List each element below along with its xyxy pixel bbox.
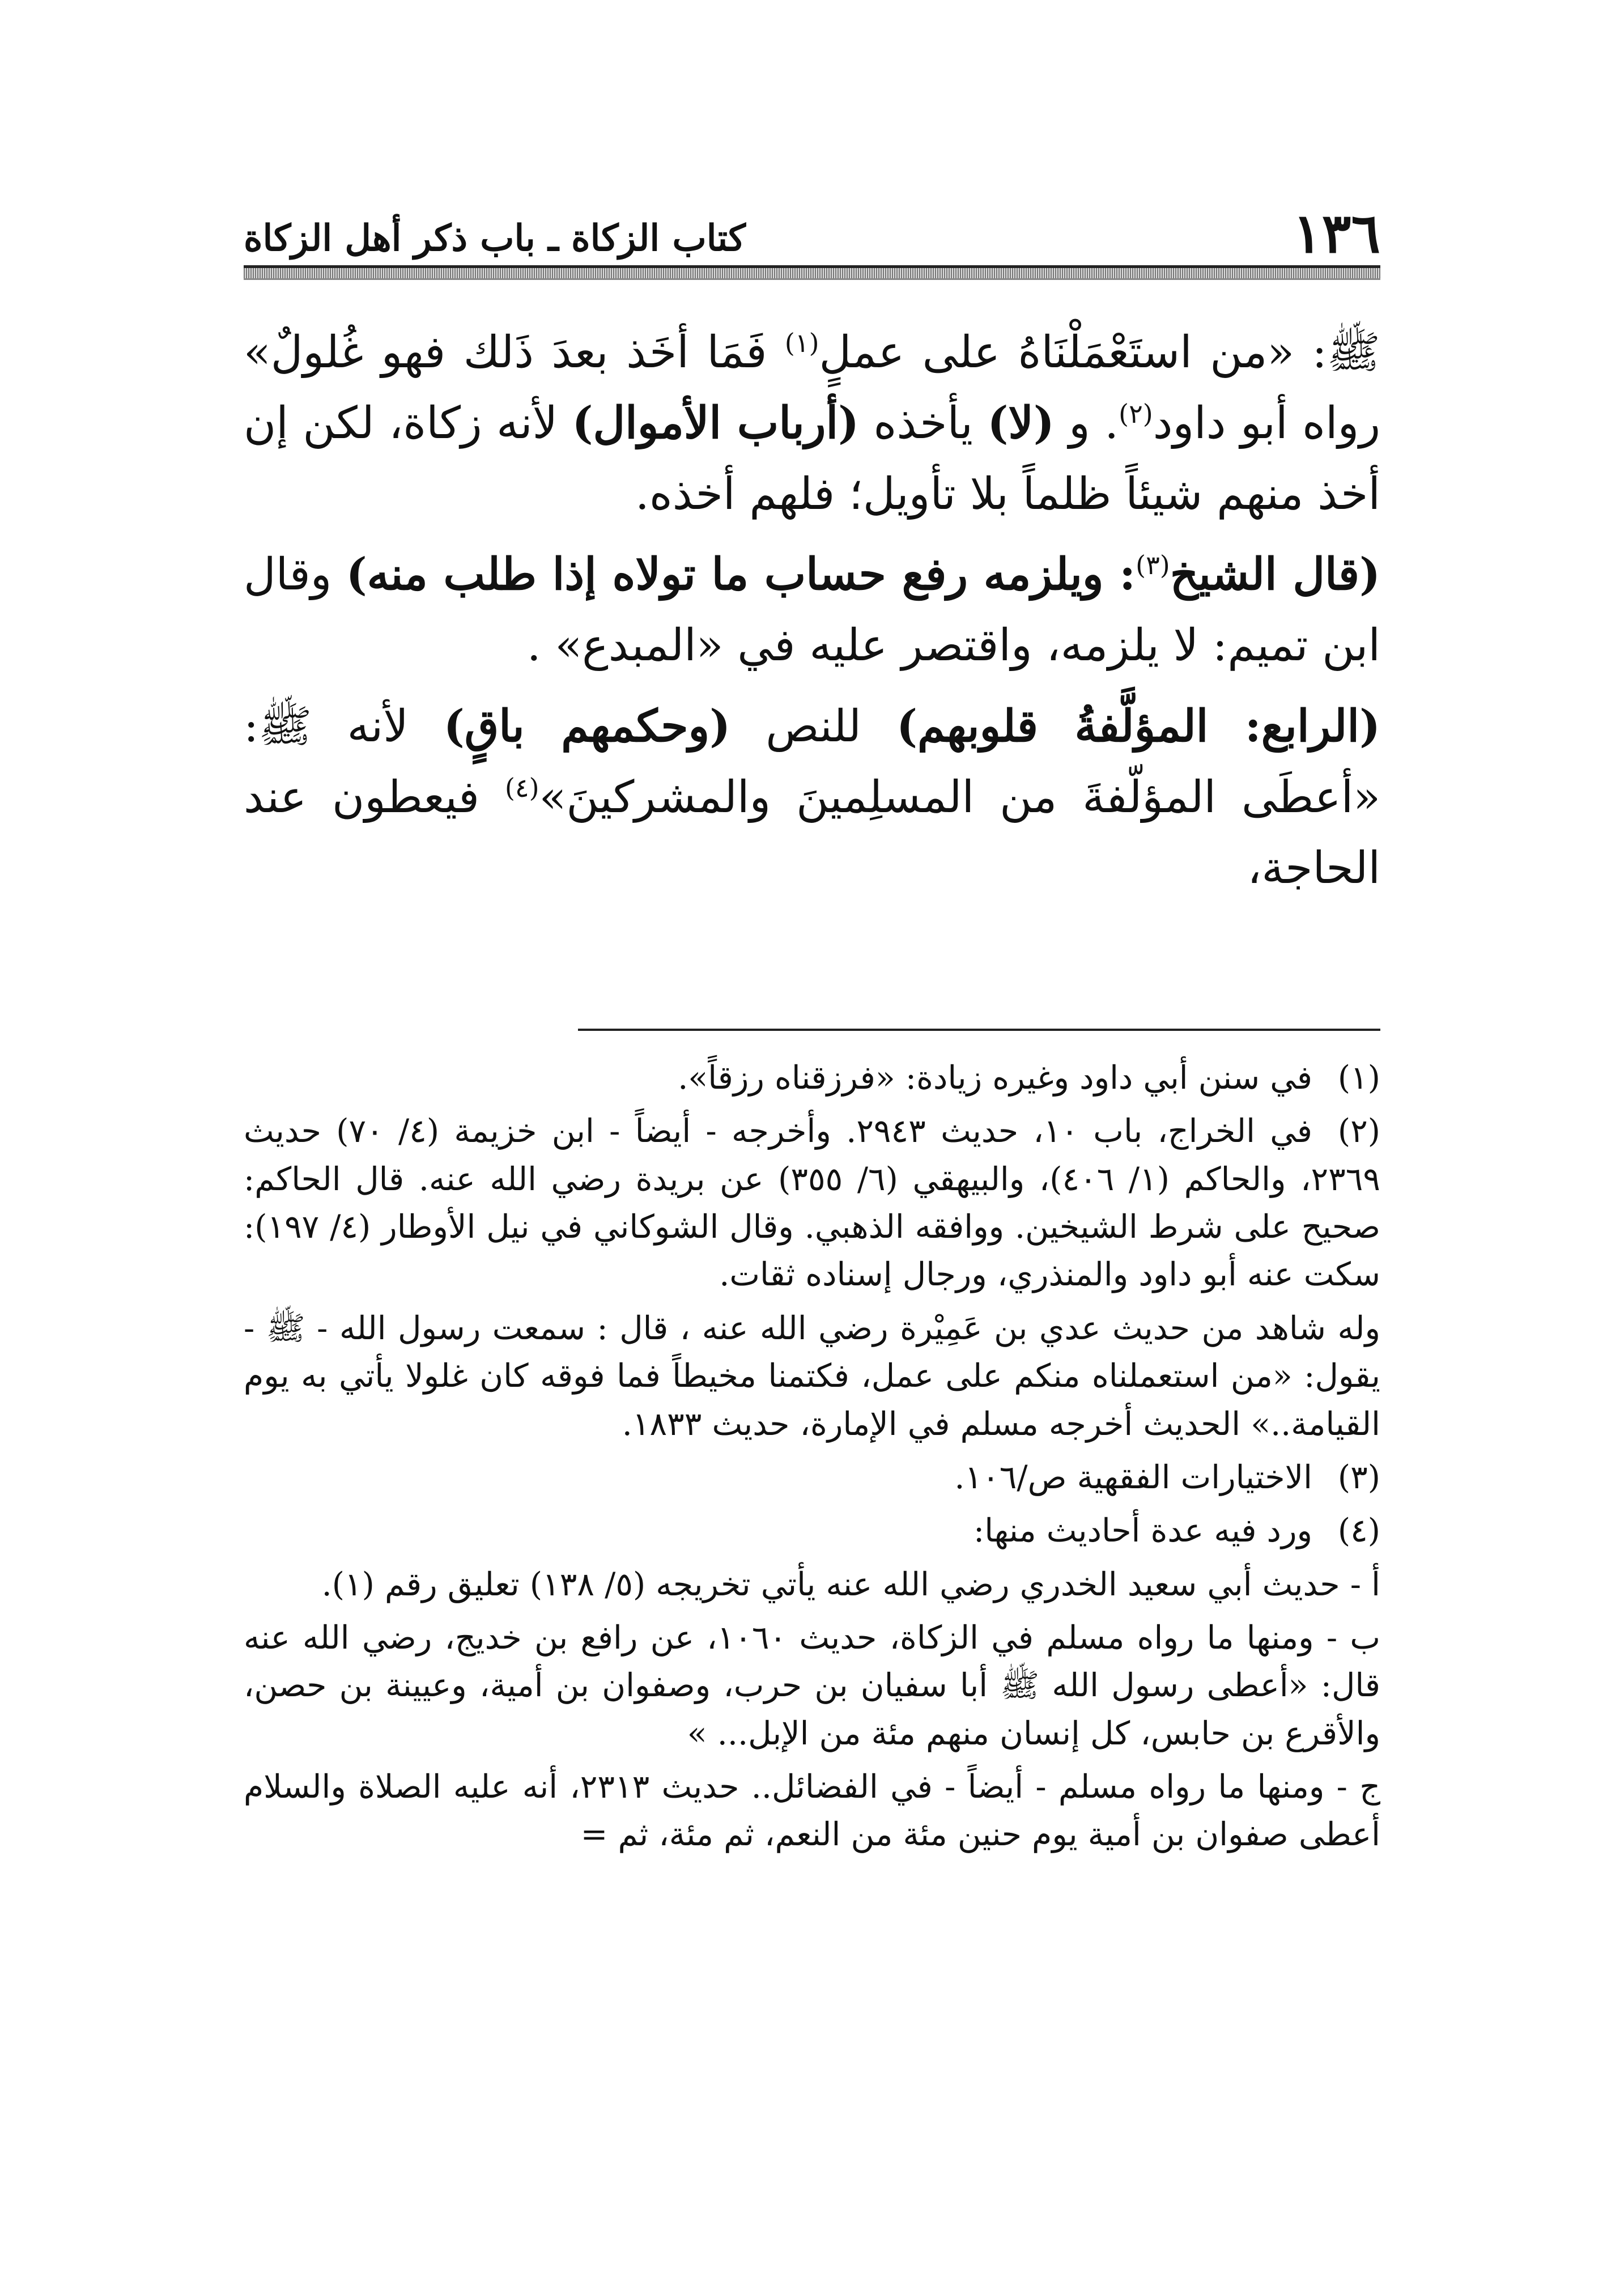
page-header [244,170,1380,265]
footnotes [244,1054,1380,1865]
footnote-1 [244,1054,1380,1102]
footnote-text: في الخراج، باب ١٠، حديث ٢٩٤٣. وأخرجه - أيضاً - ابن خزيمة (٤/ ٧٠) حديث ٢٣٦٩، والحاكم (١/ ٤٠٦)، والبيهقي (٦/ ٣٥٥) عن بريدة رضي الله عنه. قال الحاكم: صحيح على شرط الشيخين. ووافقه الذهبي. وقال الشوكاني في نيل الأوطار (٤/ ١٩٧): سكت عنه أبو داود والمنذري، ورجال إسناده ثقات. [244,1112,1381,1294]
text-run: لأنه زكاة، لكن إن أخذ منهم شيئاً ظلماً بلا تأويل؛ فلهم أخذه. [244,397,1380,520]
footnote-number: (٤) [1337,1512,1380,1550]
paragraph-2 [244,540,1380,681]
text-run: للنص [730,700,897,752]
footnote-4-item-a: أ - حديث أبي سعيد الخدري رضي الله عنه يأتي تخريجه (٥/ ١٣٨) تعليق رقم (١). [321,1565,1380,1603]
footnote-number: (٢) [1337,1112,1381,1150]
matn-fourth: (الرابع: المؤلَّفةُ قلوبهم) [896,700,1380,752]
footnote-ref-4[interactable]: (٤) [504,772,539,803]
matn-text: : ويلزمه رفع حساب ما تولاه إذا طلب منه) [346,549,1136,601]
footnote-text: في سنن أبي داود وغيره زيادة: «فرزقناه رزقاً». [678,1059,1312,1097]
footnote-ref-1[interactable]: (١) [784,328,819,358]
footnote-number: (١) [1337,1059,1380,1097]
paragraph-3 [244,691,1380,903]
text-run: وقال ابن تميم: لا يلزمه، واقتصر عليه في «المبدع» . [244,549,1380,672]
text-run: ﷺ: «من استَعْمَلْنَاهُ على عملٍ [819,327,1381,378]
footnote-4-item-c: ج - ومنها ما رواه مسلم - أيضاً - في الفضائل.. حديث ٢٣١٣، أنه عليه الصلاة والسلام أعطى صفوان بن أمية يوم حنين مئة من النعم، ثم مئة، ثم = [244,1768,1380,1854]
footnote-2-continuation: وله شاهد من حديث عدي بن عَمِيْرة رضي الله عنه ، قال : سمعت رسول الله - ﷺ - يقول: «من استعملناه منكم على عمل، فكتمنا مخيطاً فما فوقه كان غلولا يأتي به يوم القيامة..» الحديث أخرجه مسلم في الإمارة، حديث ١٨٣٣. [244,1309,1380,1443]
text-run: يأخذه [859,397,988,449]
text-run: فَمَا أخَذ بعدَ ذَلك فهو غُلولٌ» رواه أبو داود [244,327,1380,449]
text-run: . و [1054,397,1119,449]
footnote-separator [578,1029,1380,1031]
header-rule [244,265,1380,280]
footnote-number: (٣) [1337,1458,1380,1496]
footnote-text: ورد فيه عدة أحاديث منها: [973,1512,1312,1550]
matn-hukm: (وحكمهم باقٍ) [443,700,731,752]
matn-shaykh: (قال الشيخ [1170,549,1380,601]
footnote-3 [244,1454,1380,1501]
footnote-2 [244,1107,1380,1298]
matn-term-arbab: (أرباب الأموال) [572,397,860,449]
text-run: فيعطون عند الحاجة، [244,771,1380,894]
matn-term-la: (لا) [987,397,1055,449]
footnote-4-item-b: ب - ومنها ما رواه مسلم في الزكاة، حديث ١٠٦٠، عن رافع بن خديج، رضي الله عنه قال: «أعطى رسول الله ﷺ أبا سفيان بن حرب، وصفوان بن أمية، وعيينة بن حصن، والأقرع بن حابس، كل إنسان منهم مئة من الإبل... » [244,1619,1380,1752]
main-text [244,317,1380,914]
running-title: كتاب الزكاة ـ باب ذكر أهل الزكاة [244,217,746,260]
footnote-ref-2[interactable]: (٢) [1119,398,1153,429]
paragraph-1 [244,317,1380,529]
page-number: ١٣٦ [1293,201,1380,265]
footnote-text: الاختيارات الفقهية ص/١٠٦. [954,1458,1312,1496]
footnote-ref-3[interactable]: (٣) [1136,550,1170,581]
text-run: لأنه ﷺ: «أعطَى المؤلّفةَ من المسلِمينَ والمشركينَ» [244,700,1380,823]
footnote-4 [244,1507,1380,1555]
